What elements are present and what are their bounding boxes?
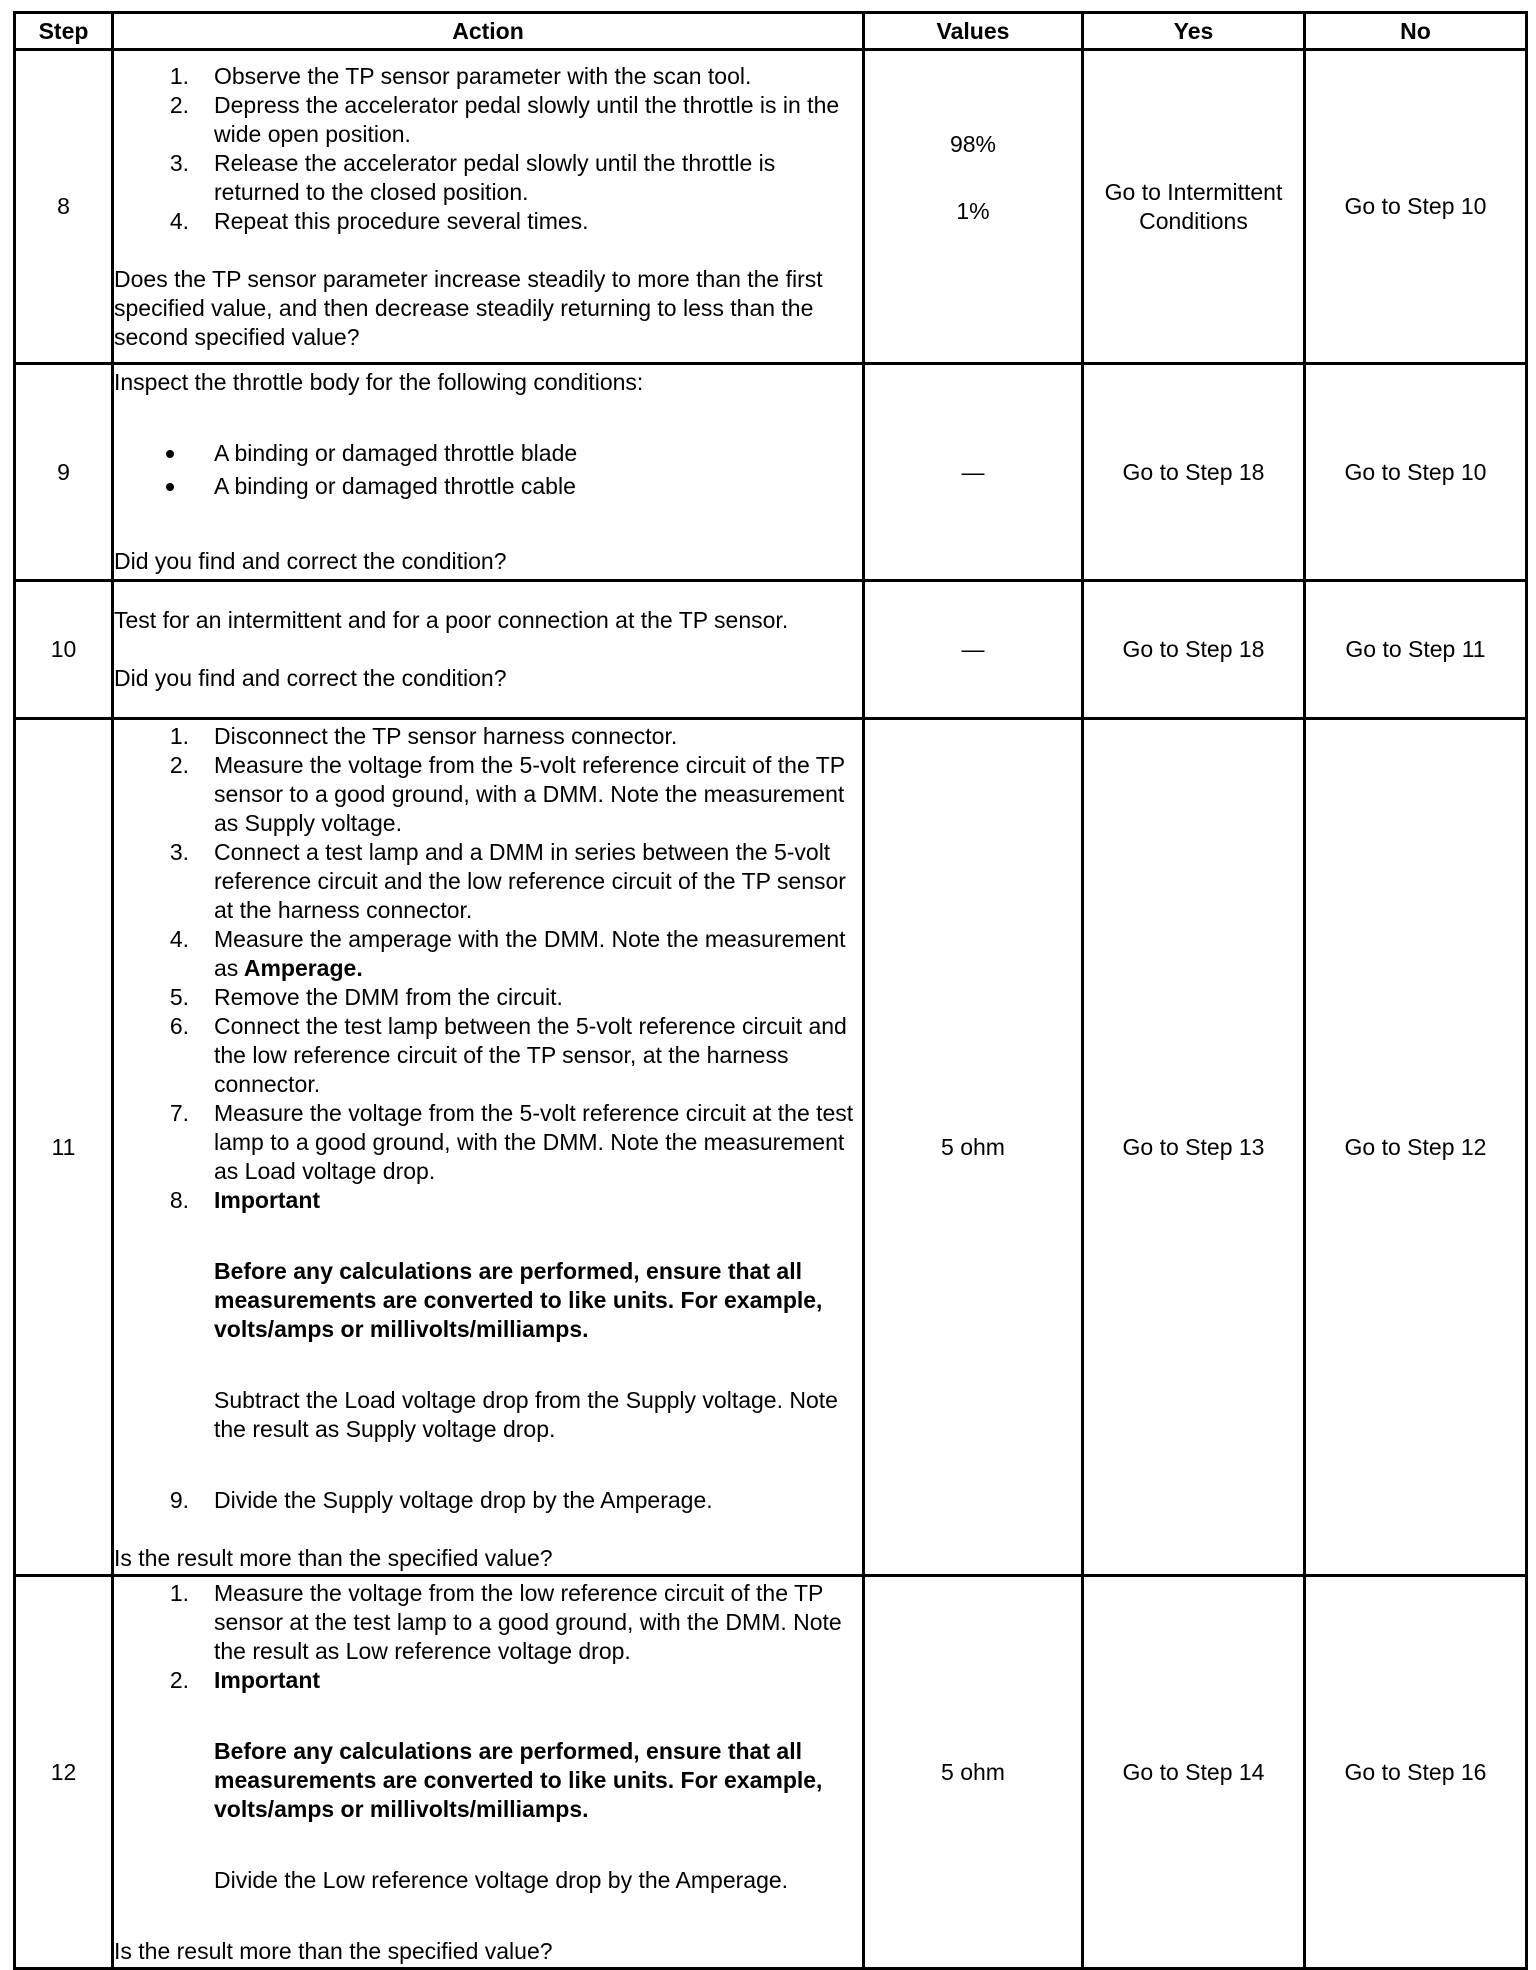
yes-cell: Go to Step 13 bbox=[1084, 720, 1303, 1574]
question-text: Is the result more than the specified value? bbox=[114, 1937, 553, 1964]
list-item: 3. Connect a test lamp and a DMM in series between the 5-volt reference circuit and the low reference circuit of the TP sensor at the harness connector. bbox=[169, 838, 846, 923]
list-item: 9. Divide the Supply voltage drop by the Amperage. bbox=[169, 1486, 713, 1513]
action-cell bbox=[114, 720, 862, 1574]
values-cell bbox=[865, 51, 1081, 362]
procedure-list bbox=[114, 1579, 862, 1695]
list-item: 1. Observe the TP sensor parameter with the scan tool. bbox=[169, 62, 752, 89]
diagnostic-table bbox=[13, 11, 1528, 1970]
header-row bbox=[16, 14, 1525, 48]
step-number: 11 bbox=[16, 720, 111, 1574]
values-cell: — bbox=[865, 582, 1081, 717]
question-text: Is the result more than the specified value? bbox=[114, 1544, 553, 1571]
value-second: 1% bbox=[956, 197, 990, 224]
bullet-icon bbox=[166, 450, 174, 458]
question-text: Did you find and correct the condition? bbox=[114, 665, 507, 691]
step-number: 9 bbox=[16, 365, 111, 579]
list-item: A binding or damaged throttle blade bbox=[114, 439, 862, 468]
list-item: 7. Measure the voltage from the 5-volt reference circuit at the test lamp to a good ground, with the DMM. Note the measurement as Load voltage drop. bbox=[169, 1099, 854, 1184]
header-step: Step bbox=[16, 14, 111, 48]
no-cell: Go to Step 10 bbox=[1306, 51, 1525, 362]
yes-cell: Go to Intermittent Conditions bbox=[1084, 51, 1303, 362]
list-item: A binding or damaged throttle cable bbox=[114, 472, 862, 501]
list-item: 8. Important bbox=[169, 1186, 321, 1213]
list-item: 3. Release the accelerator pedal slowly until the throttle is returned to the closed position. bbox=[169, 149, 776, 205]
action-cell bbox=[114, 582, 862, 717]
yes-cell: Go to Step 18 bbox=[1084, 365, 1303, 579]
step-number: 12 bbox=[16, 1577, 111, 1967]
bullet-icon bbox=[166, 483, 174, 491]
no-cell: Go to Step 11 bbox=[1306, 582, 1525, 717]
action-cell bbox=[114, 365, 862, 579]
intro-text: Test for an intermittent and for a poor connection at the TP sensor. bbox=[114, 607, 789, 633]
list-item: 2. Measure the voltage from the 5-volt reference circuit of the TP sensor to a good ground, with a DMM. Note the measurement as Supply voltage. bbox=[169, 751, 845, 836]
condition-list bbox=[114, 439, 862, 501]
table-row-step-11 bbox=[16, 720, 1525, 1574]
header-no: No bbox=[1306, 14, 1525, 48]
step-number: 10 bbox=[16, 582, 111, 717]
subtract-instruction: Subtract the Load voltage drop from the Supply voltage. Note the result as Supply voltage drop. bbox=[214, 1386, 838, 1442]
important-note: Before any calculations are performed, ensure that all measurements are converted to like units. For example, volts/amps or millivolts/milliamps. bbox=[214, 1737, 823, 1822]
list-item: 5. Remove the DMM from the circuit. bbox=[169, 983, 563, 1010]
list-item: 4. Repeat this procedure several times. bbox=[169, 207, 589, 234]
header-values: Values bbox=[865, 14, 1081, 48]
yes-cell: Go to Step 14 bbox=[1084, 1577, 1303, 1967]
table-row-step-10 bbox=[16, 582, 1525, 717]
important-note: Before any calculations are performed, ensure that all measurements are converted to like units. For example, volts/amps or millivolts/milliamps. bbox=[214, 1257, 823, 1342]
divide-instruction: Divide the Low reference voltage drop by the Amperage. bbox=[214, 1866, 789, 1893]
list-item: 1. Measure the voltage from the low reference circuit of the TP sensor at the test lamp to a good ground, with the DMM. Note the result as Low reference voltage drop. bbox=[169, 1579, 842, 1664]
step-number: 8 bbox=[16, 51, 111, 362]
question-text: Did you find and correct the condition? bbox=[114, 548, 507, 574]
no-cell: Go to Step 16 bbox=[1306, 1577, 1525, 1967]
action-cell bbox=[114, 51, 862, 362]
table-row-step-12 bbox=[16, 1577, 1525, 1967]
value-first: 98% bbox=[949, 130, 997, 157]
values-cell: 5 ohm bbox=[865, 1577, 1081, 1967]
list-item: 4. Measure the amperage with the DMM. Note the measurement as Amperage. bbox=[169, 925, 846, 981]
values-cell: 5 ohm bbox=[865, 720, 1081, 1574]
question-text: Does the TP sensor parameter increase steadily to more than the first specified value, and then decrease steadily returning to less than the second specified value? bbox=[114, 265, 823, 350]
procedure-list bbox=[114, 62, 862, 236]
list-item: 6. Connect the test lamp between the 5-volt reference circuit and the low reference circuit of the TP sensor, at the harness connector. bbox=[169, 1012, 847, 1097]
values-cell: — bbox=[865, 365, 1081, 579]
header-action: Action bbox=[114, 14, 862, 48]
no-cell: Go to Step 12 bbox=[1306, 720, 1525, 1574]
yes-cell: Go to Step 18 bbox=[1084, 582, 1303, 717]
table-row-step-9 bbox=[16, 365, 1525, 579]
table-row-step-8 bbox=[16, 51, 1525, 362]
procedure-list-continued bbox=[114, 1486, 862, 1515]
header-yes: Yes bbox=[1084, 14, 1303, 48]
important-label: Important bbox=[214, 1666, 321, 1693]
no-cell: Go to Step 10 bbox=[1306, 365, 1525, 579]
list-item: 2. Important bbox=[169, 1666, 321, 1693]
important-label: Important bbox=[214, 1186, 321, 1213]
procedure-list bbox=[114, 722, 862, 1215]
intro-text: Inspect the throttle body for the following conditions: bbox=[114, 369, 644, 395]
action-cell bbox=[114, 1577, 862, 1967]
list-item: 2. Depress the accelerator pedal slowly until the throttle is in the wide open position. bbox=[169, 91, 840, 147]
list-item: 1. Disconnect the TP sensor harness connector. bbox=[169, 722, 678, 749]
